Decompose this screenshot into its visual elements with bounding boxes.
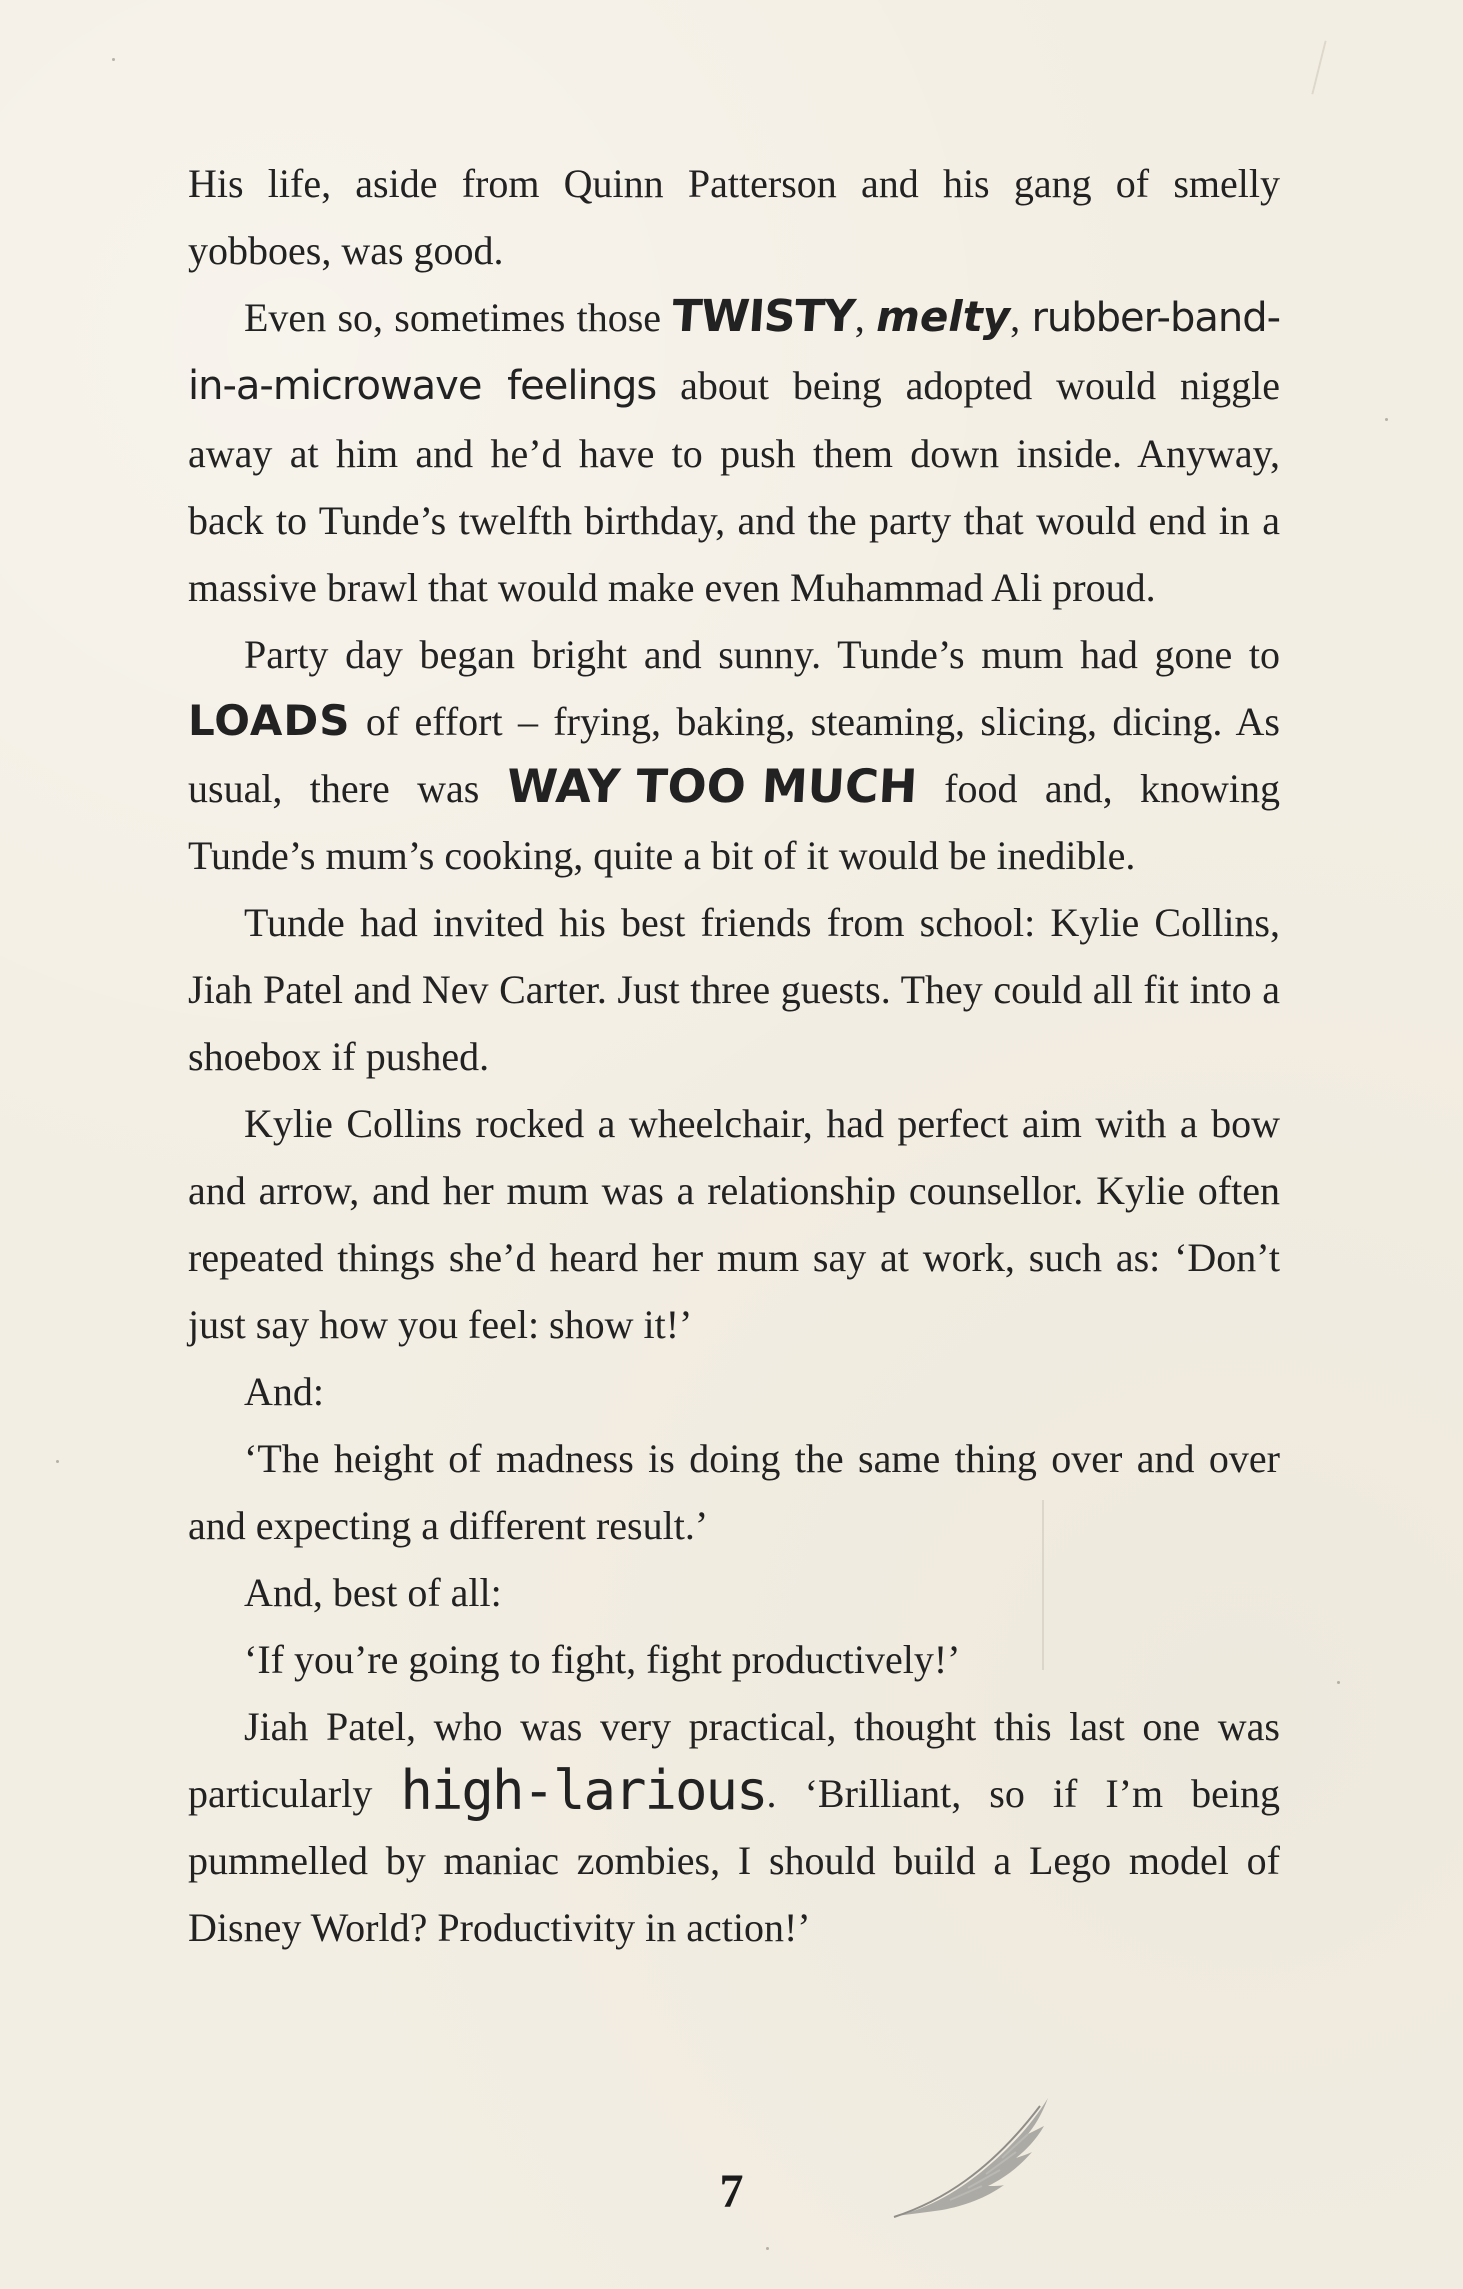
body-text xyxy=(188,150,1280,1961)
paragraph: His life, aside from Quinn Patterson and his gang of smelly yobboes, was good. xyxy=(188,161,1280,273)
paper-fibre xyxy=(1311,41,1326,95)
paper-speck xyxy=(766,2247,769,2250)
text-run: Even so, sometimes those xyxy=(244,295,673,340)
paper-speck xyxy=(1337,1681,1340,1684)
stylised-word-twisty: TWISTY xyxy=(670,291,857,342)
paragraph: Kylie Collins rocked a wheelchair, had perfect aim with a bow and arrow, and her mum was a relationship counsellor. Kylie often repeated things she’d heard her mum say at work, such as: ‘Don’t just say how you feel: show it!’ xyxy=(188,1101,1280,1347)
text-run: Party day began bright and sunny. Tunde’s mum had gone to xyxy=(244,632,1280,677)
text-run: food and, knowing Tunde’s mum’s cooking, quite a bit of it would be inedible. xyxy=(188,766,1280,878)
stylised-word-loads: LOADS xyxy=(188,696,351,745)
paragraph: And: xyxy=(244,1369,324,1414)
text-run: about being adopted would niggle away at him and he’d have to push them down inside. Anyway, back to Tunde’s twelfth birthday, and the party that would end in a massive brawl that would make even Muhammad Ali proud. xyxy=(188,363,1280,610)
page-number: 7 xyxy=(719,2165,744,2218)
paragraph xyxy=(188,621,1280,889)
paragraph: ‘If you’re going to fight, fight productively!’ xyxy=(244,1637,961,1682)
paper-speck xyxy=(112,58,115,61)
paragraph: And, best of all: xyxy=(244,1570,502,1615)
paragraph xyxy=(188,284,1280,621)
paragraph xyxy=(188,1693,1280,1961)
paragraph: Tunde had invited his best friends from school: Kylie Collins, Jiah Patel and Nev Carter. Just three guests. They could all fit into a shoebox if pushed. xyxy=(188,900,1280,1079)
stylised-phrase-rubber-band: rubber-band-in-a-microwave feelings xyxy=(188,295,1281,409)
stylised-phrase-way-too-much: WAY TOO MUCH xyxy=(505,759,919,813)
stylised-word-high-larious: high-larious xyxy=(400,1759,767,1822)
paper-speck xyxy=(1385,418,1388,421)
paragraph: ‘The height of madness is doing the same thing over and over and expecting a different result.’ xyxy=(188,1436,1280,1548)
text-run: , xyxy=(1010,295,1032,340)
text-run: . ‘Brilliant, so if I’m being pummelled by maniac zombies, I should build a Lego model of Disney World? Productivity in action!’ xyxy=(188,1771,1281,1950)
stylised-word-melty: melty xyxy=(876,292,1011,341)
paper-speck xyxy=(56,1460,59,1463)
text-run: , xyxy=(854,295,877,340)
text-run: Jiah Patel, who was very practical, thought this last one was particularly xyxy=(188,1704,1280,1816)
feather-icon xyxy=(890,2090,1065,2220)
text-run: of effort – frying, baking, steaming, slicing, dicing. As usual, there was xyxy=(188,699,1280,811)
